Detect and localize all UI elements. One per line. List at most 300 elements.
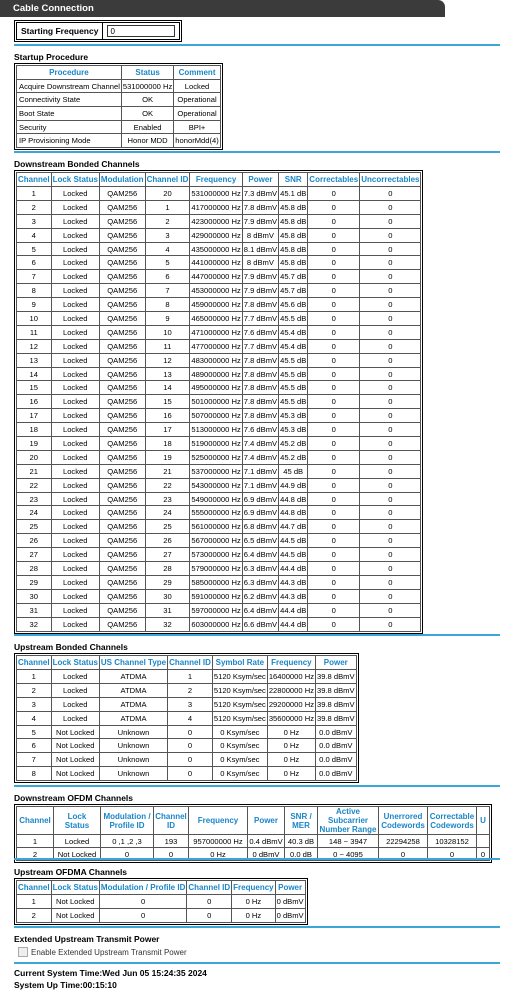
table-cell: Locked xyxy=(51,353,99,367)
table-cell: OK xyxy=(121,93,173,107)
table-cell: 28 xyxy=(145,562,190,576)
upstream-section xyxy=(14,641,359,785)
table-cell: 5 xyxy=(145,256,190,270)
table-cell: 22 xyxy=(145,478,190,492)
table-cell: 0 xyxy=(308,228,360,242)
table-row xyxy=(17,107,221,121)
table-cell: 7.8 dBmV xyxy=(242,395,278,409)
table-cell: 525000000 Hz xyxy=(190,450,242,464)
ofdm-section xyxy=(14,792,500,865)
table-cell: 0 dBmV xyxy=(275,895,305,909)
table-cell: Locked xyxy=(51,464,99,478)
starting-frequency-input[interactable] xyxy=(107,25,175,37)
table-cell: QAM256 xyxy=(99,409,145,423)
separator xyxy=(14,151,500,153)
table-cell: 0 xyxy=(360,575,421,589)
table-cell: QAM256 xyxy=(99,450,145,464)
table-cell: 45.2 dB xyxy=(279,437,308,451)
table-cell: 5120 Ksym/sec xyxy=(212,683,267,697)
table-cell: 531000000 Hz xyxy=(190,187,242,201)
table-cell: Unknown xyxy=(99,753,167,767)
table-cell: 0 xyxy=(308,506,360,520)
table-cell: 0 xyxy=(308,214,360,228)
table-cell: QAM256 xyxy=(99,562,145,576)
table-row xyxy=(17,617,421,631)
table-cell: 0 dBmV xyxy=(248,848,285,861)
table-cell: 0 xyxy=(308,589,360,603)
table-row xyxy=(17,200,421,214)
table-cell: 0 xyxy=(360,534,421,548)
table-cell: 447000000 Hz xyxy=(190,270,242,284)
table-row xyxy=(17,683,357,697)
table-cell: 0 xyxy=(360,409,421,423)
table-cell: Locked xyxy=(51,575,99,589)
table-cell: 531000000 Hz xyxy=(121,79,173,93)
table-cell: 0 xyxy=(308,298,360,312)
table-cell: 0.0 dBmV xyxy=(316,753,357,767)
column-header: Power xyxy=(275,881,305,895)
table-row xyxy=(17,381,421,395)
table-cell: QAM256 xyxy=(99,256,145,270)
table-cell: 7.1 dBmV xyxy=(242,464,278,478)
table-cell: 573000000 Hz xyxy=(190,548,242,562)
table-cell: 8 dBmV xyxy=(242,228,278,242)
table-row xyxy=(17,79,221,93)
table-cell: Locked xyxy=(51,409,99,423)
table-cell: 0 xyxy=(360,367,421,381)
table-cell: Locked xyxy=(51,478,99,492)
table-cell: 44.7 dB xyxy=(279,520,308,534)
table-cell: 45.8 dB xyxy=(279,228,308,242)
table-row xyxy=(17,492,421,506)
table-cell: 561000000 Hz xyxy=(190,520,242,534)
table-cell: 29 xyxy=(17,575,52,589)
downstream-title: Downstream Bonded Channels xyxy=(14,159,140,169)
table-cell: 45.5 dB xyxy=(279,367,308,381)
table-cell: 1 xyxy=(17,835,54,848)
table-cell: 2 xyxy=(17,683,52,697)
table-cell: 6.3 dBmV xyxy=(242,562,278,576)
table-row xyxy=(17,93,221,107)
table-cell: Locked xyxy=(51,381,99,395)
table-cell: QAM256 xyxy=(99,617,145,631)
table-cell: 0 xyxy=(308,534,360,548)
cable-connection-content xyxy=(14,17,500,990)
table-cell: Locked xyxy=(51,187,99,201)
ofdma-table xyxy=(16,880,306,923)
extended-power-checkbox[interactable] xyxy=(18,947,28,957)
table-cell: 45.2 dB xyxy=(279,450,308,464)
table-cell: Not Locked xyxy=(51,908,99,922)
table-cell: QAM256 xyxy=(99,312,145,326)
startup-section xyxy=(14,51,223,152)
column-header: Modulation xyxy=(99,173,145,187)
table-cell: 0 xyxy=(360,187,421,201)
table-cell xyxy=(477,835,490,848)
table-cell: 0 xyxy=(360,395,421,409)
table-cell: 7 xyxy=(145,284,190,298)
table-cell: 0 xyxy=(360,214,421,228)
table-cell: 0.0 dBmV xyxy=(316,767,357,781)
table-cell: 7.8 dBmV xyxy=(242,353,278,367)
table-cell: Locked xyxy=(51,437,99,451)
table-cell: 0 xyxy=(168,767,213,781)
table-cell: Locked xyxy=(51,312,99,326)
table-row xyxy=(17,767,357,781)
table-row xyxy=(17,298,421,312)
table-cell: 7 xyxy=(17,270,52,284)
table-cell: Locked xyxy=(51,617,99,631)
table-cell: 44.4 dB xyxy=(279,603,308,617)
table-cell: 19 xyxy=(145,450,190,464)
table-cell: Locked xyxy=(51,603,99,617)
table-cell: 44.3 dB xyxy=(279,575,308,589)
table-cell: 0 xyxy=(308,242,360,256)
table-cell: 45.3 dB xyxy=(279,423,308,437)
table-cell: 5120 Ksym/sec xyxy=(212,711,267,725)
column-header: Procedure xyxy=(17,66,122,80)
table-cell: 0 xyxy=(308,409,360,423)
table-cell: 0 xyxy=(360,603,421,617)
table-cell: 6 xyxy=(17,256,52,270)
table-cell: ATDMA xyxy=(99,711,167,725)
starting-frequency-label: Starting Frequency xyxy=(17,23,103,40)
table-cell: 18 xyxy=(145,437,190,451)
table-cell: 0.4 dBmV xyxy=(249,836,283,846)
table-cell: 27 xyxy=(145,548,190,562)
table-cell: 10328152 xyxy=(428,835,477,848)
table-cell: Locked xyxy=(51,697,99,711)
column-header: Symbol Rate xyxy=(212,656,267,670)
table-cell: 8 xyxy=(17,767,52,781)
table-cell: 5120 Ksym/sec xyxy=(212,697,267,711)
table-row xyxy=(17,520,421,534)
table-cell: 0 xyxy=(308,562,360,576)
table-cell: 6 xyxy=(145,270,190,284)
table-cell: QAM256 xyxy=(99,228,145,242)
table-cell: 24 xyxy=(145,506,190,520)
table-cell: Not Locked xyxy=(51,725,99,739)
table-cell: 0 xyxy=(360,562,421,576)
table-cell: 0 Ksym/sec xyxy=(212,767,267,781)
table-cell: 44.4 dB xyxy=(279,562,308,576)
column-header: Lock Status xyxy=(51,656,99,670)
table-row xyxy=(17,534,421,548)
table-row xyxy=(17,697,357,711)
table-cell: 44.3 dB xyxy=(279,589,308,603)
table-row xyxy=(17,725,357,739)
table-row xyxy=(17,575,421,589)
separator xyxy=(14,785,500,787)
table-cell: 29 xyxy=(145,575,190,589)
table-cell: 0 xyxy=(187,895,232,909)
table-cell: Not Locked xyxy=(51,753,99,767)
table-cell: 0 xyxy=(308,270,360,284)
table-row xyxy=(17,450,421,464)
table-cell: 0 xyxy=(428,848,477,861)
column-header: U xyxy=(477,807,490,835)
table-cell: 8 xyxy=(145,298,190,312)
table-cell: 6.8 dBmV xyxy=(242,520,278,534)
table-cell: 0 xyxy=(360,284,421,298)
table-cell: 0 xyxy=(308,200,360,214)
table-cell: 6.2 dBmV xyxy=(242,589,278,603)
table-cell: Locked xyxy=(51,325,99,339)
table-cell: 26 xyxy=(17,534,52,548)
table-cell: 0 xyxy=(308,492,360,506)
table-cell: Not Locked xyxy=(51,767,99,781)
table-cell: 25 xyxy=(145,520,190,534)
table-cell: 0 xyxy=(360,617,421,631)
table-cell: 12 xyxy=(145,353,190,367)
table-row xyxy=(17,367,421,381)
table-cell: 0 xyxy=(360,381,421,395)
table-row xyxy=(17,228,421,242)
table-cell: 0 xyxy=(308,423,360,437)
table-cell: 16 xyxy=(17,395,52,409)
table-cell: 1 xyxy=(17,670,52,684)
table-cell: QAM256 xyxy=(99,589,145,603)
table-cell: 17 xyxy=(17,409,52,423)
table-cell: 7.8 dBmV xyxy=(242,409,278,423)
table-cell: 1 xyxy=(17,187,52,201)
table-cell: Locked xyxy=(51,548,99,562)
table-cell: Connectivity State xyxy=(17,93,122,107)
extended-title: Extended Upstream Transmit Power xyxy=(14,934,160,944)
table-cell: QAM256 xyxy=(99,395,145,409)
table-cell: 8.1 dBmV xyxy=(242,242,278,256)
separator xyxy=(14,962,500,964)
table-cell: 0 dBmV xyxy=(275,908,305,922)
table-cell: Security xyxy=(17,120,122,134)
table-cell: 6.4 dBmV xyxy=(242,548,278,562)
table-cell: 537000000 Hz xyxy=(190,464,242,478)
table-cell: 0 xyxy=(360,437,421,451)
table-cell: 39.8 dBmV xyxy=(316,683,357,697)
table-cell: 45.8 dB xyxy=(279,214,308,228)
column-header: US Channel Type xyxy=(99,656,167,670)
table-cell: 4 xyxy=(17,711,52,725)
table-cell: 22800000 Hz xyxy=(267,683,315,697)
upstream-title: Upstream Bonded Channels xyxy=(14,642,128,652)
column-header: Modulation / Profile ID xyxy=(101,807,154,835)
table-cell: 0 Hz xyxy=(267,739,315,753)
table-cell: Locked xyxy=(51,256,99,270)
table-cell: QAM256 xyxy=(99,298,145,312)
column-header: SNR xyxy=(279,173,308,187)
table-cell: 417000000 Hz xyxy=(190,200,242,214)
table-cell: 7.6 dBmV xyxy=(242,423,278,437)
table-row xyxy=(17,134,221,148)
table-row xyxy=(17,603,421,617)
column-header: Channel ID xyxy=(168,656,213,670)
table-cell: 3 xyxy=(145,228,190,242)
table-cell: 6.9 dBmV xyxy=(242,492,278,506)
table-cell: Unknown xyxy=(99,739,167,753)
table-cell: QAM256 xyxy=(99,200,145,214)
table-row xyxy=(17,339,421,353)
table-cell: 0 xyxy=(308,464,360,478)
table-row xyxy=(17,423,421,437)
table-cell: QAM256 xyxy=(99,548,145,562)
ofdm-table xyxy=(16,806,490,861)
table-cell: 0 xyxy=(99,895,186,909)
table-cell: QAM256 xyxy=(99,284,145,298)
table-cell: BPI+ xyxy=(174,120,220,134)
table-cell: 22294258 xyxy=(379,835,428,848)
table-cell: 20 xyxy=(145,187,190,201)
table-row xyxy=(17,711,357,725)
table-cell: 10 xyxy=(145,325,190,339)
table-cell: OK xyxy=(121,107,173,121)
table-cell: 0 xyxy=(360,200,421,214)
table-cell: 2 xyxy=(145,214,190,228)
startup-table xyxy=(16,65,221,148)
table-cell: 15 xyxy=(17,381,52,395)
table-cell: 12 xyxy=(17,339,52,353)
table-cell: Locked xyxy=(51,450,99,464)
table-cell: 14 xyxy=(17,367,52,381)
table-cell: 44.8 dB xyxy=(279,506,308,520)
table-cell: 7.7 dBmV xyxy=(242,312,278,326)
table-cell: 7.9 dBmV xyxy=(242,270,278,284)
table-cell: QAM256 xyxy=(99,381,145,395)
table-cell: 9 xyxy=(145,312,190,326)
table-cell: Enabled xyxy=(121,120,173,134)
table-cell: 429000000 Hz xyxy=(190,228,242,242)
table-cell: 6.6 dBmV xyxy=(242,617,278,631)
column-header: Status xyxy=(121,66,173,80)
table-cell: Locked xyxy=(51,242,99,256)
table-row xyxy=(17,270,421,284)
table-cell: 0 xyxy=(308,381,360,395)
table-cell: 957000000 Hz xyxy=(189,835,248,848)
table-cell: Locked xyxy=(51,589,99,603)
table-cell: Acquire Downstream Channel xyxy=(17,79,122,93)
table-cell: QAM256 xyxy=(99,187,145,201)
table-cell: 441000000 Hz xyxy=(190,256,242,270)
table-cell: 0 xyxy=(360,312,421,326)
table-cell: QAM256 xyxy=(99,214,145,228)
table-cell: 11 xyxy=(145,339,190,353)
column-header: Correctable Codewords xyxy=(428,807,477,835)
column-header: Lock Status xyxy=(51,881,99,895)
table-cell: 0 xyxy=(308,395,360,409)
table-cell: 0 Hz xyxy=(267,725,315,739)
table-row xyxy=(17,895,306,909)
table-cell: 7.4 dBmV xyxy=(242,437,278,451)
column-header: Channel xyxy=(17,807,54,835)
table-cell: 0 xyxy=(168,753,213,767)
table-cell: 45.3 dB xyxy=(279,409,308,423)
table-cell: 513000000 Hz xyxy=(190,423,242,437)
table-cell: 0 xyxy=(360,492,421,506)
column-header: Channel ID xyxy=(187,881,232,895)
table-cell: 0 Hz xyxy=(232,895,275,909)
table-cell: 603000000 Hz xyxy=(190,617,242,631)
system-up-time: System Up Time:00:15:10 xyxy=(14,980,117,990)
table-cell: 17 xyxy=(145,423,190,437)
table-cell: 471000000 Hz xyxy=(190,325,242,339)
table-cell: 45.5 dB xyxy=(279,353,308,367)
table-cell: Not Locked xyxy=(51,739,99,753)
table-cell: 6.3 dBmV xyxy=(242,575,278,589)
table-cell: 0 xyxy=(308,548,360,562)
table-cell: 24 xyxy=(17,506,52,520)
table-cell: 8 dBmV xyxy=(242,256,278,270)
table-cell: 4 xyxy=(168,711,213,725)
table-cell: 14 xyxy=(145,381,190,395)
table-cell: 148 ~ 3947 xyxy=(318,835,379,848)
header-row xyxy=(17,881,306,895)
table-cell: 16 xyxy=(145,409,190,423)
table-cell: 423000000 Hz xyxy=(190,214,242,228)
table-row xyxy=(17,120,221,134)
table-row xyxy=(17,284,421,298)
starting-frequency-box xyxy=(14,20,182,42)
window-title: Cable Connection xyxy=(0,0,445,17)
downstream-table xyxy=(16,172,421,632)
table-cell: 0 xyxy=(308,603,360,617)
column-header: Power xyxy=(242,173,278,187)
column-header: Frequency xyxy=(189,807,248,835)
table-cell: 11 xyxy=(17,325,52,339)
table-cell: QAM256 xyxy=(99,534,145,548)
column-header: Comment xyxy=(174,66,220,80)
table-cell: 0 xyxy=(360,270,421,284)
table-cell: 45.8 dB xyxy=(279,256,308,270)
table-cell: 0 xyxy=(308,617,360,631)
column-header: Lock Status xyxy=(54,807,101,835)
table-cell: 495000000 Hz xyxy=(190,381,242,395)
table-cell: 7.4 dBmV xyxy=(242,450,278,464)
table-cell: 39.8 dBmV xyxy=(316,697,357,711)
table-cell: 7.8 dBmV xyxy=(242,298,278,312)
column-header: Modulation / Profile ID xyxy=(99,881,186,895)
table-cell: 45.1 dB xyxy=(279,187,308,201)
table-cell: 489000000 Hz xyxy=(190,367,242,381)
table-row xyxy=(17,464,421,478)
table-row xyxy=(17,908,306,922)
table-cell: 16400000 Hz xyxy=(267,670,315,684)
table-cell: 15 xyxy=(145,395,190,409)
table-cell: 7.1 dBmV xyxy=(242,478,278,492)
table-cell: Not Locked xyxy=(54,848,101,861)
table-cell: Locked xyxy=(51,367,99,381)
table-cell: 3 xyxy=(17,214,52,228)
table-cell: 30 xyxy=(145,589,190,603)
table-cell: 32 xyxy=(145,617,190,631)
table-cell: Locked xyxy=(51,339,99,353)
table-cell: 0 Hz xyxy=(267,753,315,767)
column-header: Power xyxy=(316,656,357,670)
table-cell: 32 xyxy=(17,617,52,631)
table-cell: 1 xyxy=(145,200,190,214)
column-header: Channel xyxy=(17,881,52,895)
table-cell: 45.8 dB xyxy=(279,200,308,214)
table-cell: 0 Ksym/sec xyxy=(212,753,267,767)
table-row xyxy=(17,739,357,753)
table-cell: 477000000 Hz xyxy=(190,339,242,353)
table-row xyxy=(17,187,421,201)
column-header: Active Subcarrier Number Range xyxy=(318,807,379,835)
table-cell: QAM256 xyxy=(99,492,145,506)
extended-section xyxy=(14,933,187,957)
table-row xyxy=(17,312,421,326)
table-cell: 0 xyxy=(360,423,421,437)
table-cell: 7.7 dBmV xyxy=(242,339,278,353)
table-cell: QAM256 xyxy=(99,270,145,284)
